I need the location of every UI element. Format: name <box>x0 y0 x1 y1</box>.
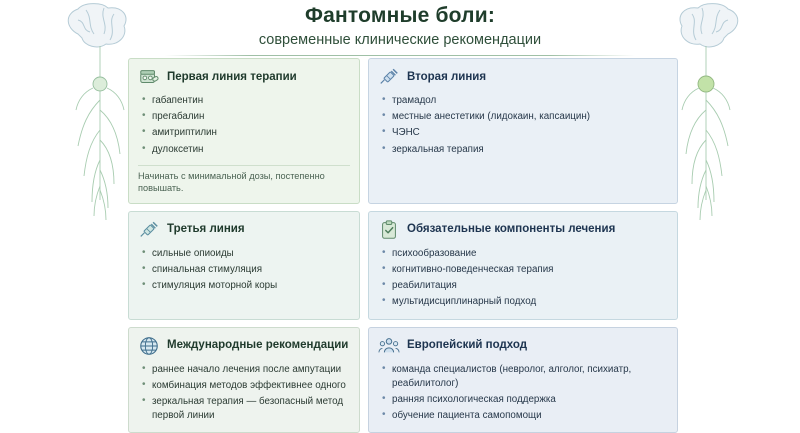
card-third-line <box>128 211 360 320</box>
card-item-list <box>138 246 350 295</box>
card-mandatory-components <box>368 211 678 320</box>
header <box>0 4 800 56</box>
list-item: • зеркальная терапия — безопасный метод первой линии <box>152 394 350 424</box>
card-title: Обязательные компоненты лечения <box>407 223 616 236</box>
list-item: • обучение пациента самопомощи <box>392 408 668 424</box>
list-item: • амитриптилин <box>152 125 350 141</box>
card-title: Первая линия терапии <box>167 70 297 83</box>
card-header <box>378 219 668 241</box>
list-item: • прегабалин <box>152 109 350 125</box>
list-item: • габапентин <box>152 93 350 109</box>
list-item: • сильные опиоиды <box>152 246 350 262</box>
clipboard-check-icon <box>378 219 400 241</box>
card-first-line-therapy <box>128 58 360 204</box>
card-item-list <box>378 362 668 425</box>
card-header <box>138 219 350 241</box>
card-header <box>378 335 668 357</box>
page-title: Фантомные боли: <box>304 4 496 27</box>
card-title: Европейский подход <box>407 339 528 352</box>
list-item: • комбинация методов эффективнее одного <box>152 378 350 394</box>
list-item: • ЧЭНС <box>392 125 668 141</box>
card-header <box>378 66 668 88</box>
list-item: • мультидисциплинарный подход <box>392 294 668 310</box>
page-subtitle: современные клинические рекомендации <box>258 32 542 48</box>
card-item-list <box>138 93 350 158</box>
list-item: • стимуляция моторной коры <box>152 278 350 294</box>
globe-icon <box>138 335 160 357</box>
list-item: • спинальная стимуляция <box>152 262 350 278</box>
list-item: • трамадол <box>392 93 668 109</box>
card-item-list <box>138 362 350 425</box>
list-item: • психообразование <box>392 246 668 262</box>
team-people-icon <box>378 335 400 357</box>
card-international-recommendations <box>128 327 360 433</box>
card-item-list <box>378 93 668 158</box>
list-item: • местные анестетики (лидокаин, капсаицин) <box>392 109 668 125</box>
syringe-icon <box>138 219 160 241</box>
card-item-list <box>378 246 668 311</box>
list-item: • зеркальная терапия <box>392 142 668 158</box>
pills-blister-icon <box>138 66 160 88</box>
card-european-approach <box>368 327 678 433</box>
card-note: Начинать с минимальной дозы, постепенно повышать. <box>138 165 350 195</box>
header-divider <box>165 55 635 56</box>
list-item: • ранняя психологическая поддержка <box>392 392 668 408</box>
cards-grid <box>128 58 678 433</box>
card-second-line <box>368 58 678 204</box>
list-item: • реабилитация <box>392 278 668 294</box>
card-title: Вторая линия <box>407 70 487 83</box>
card-title: Третья линия <box>167 223 245 236</box>
card-header <box>138 335 350 357</box>
list-item: • когнитивно-поведенческая терапия <box>392 262 668 278</box>
list-item: • команда специалистов (невролог, алголог, психиатр, реабилитолог) <box>392 362 668 392</box>
list-item: • раннее начало лечения после ампутации <box>152 362 350 378</box>
card-title: Международные рекомендации <box>167 339 349 352</box>
card-header <box>138 66 350 88</box>
list-item: • дулоксетин <box>152 142 350 158</box>
syringe-icon <box>378 66 400 88</box>
